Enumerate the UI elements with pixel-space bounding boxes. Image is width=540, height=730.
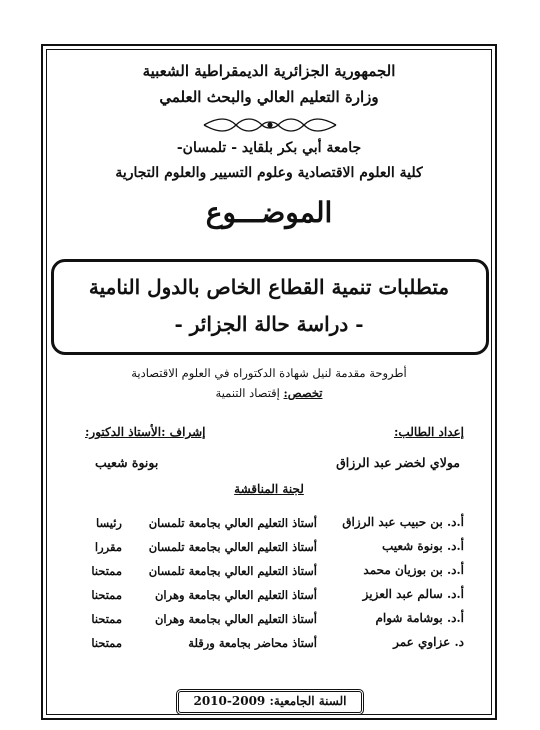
member-role: مقررا	[94, 540, 122, 554]
member-name: د. عزاوي عمر	[393, 635, 464, 649]
thesis-title: متطلبات تنمية القطاع الخاص بالدول النامية	[88, 275, 450, 299]
supervisor-label: إشراف :الأستاذ الدكتور:	[85, 425, 206, 439]
subject-heading: الموضـــوع	[205, 196, 333, 229]
member-name: أ.د. بن حبيب عبد الرزاق	[342, 515, 464, 529]
student-label: إعداد الطالب:	[393, 425, 464, 439]
specialty-value: إقتصاد التنمية	[215, 386, 280, 400]
ornament-divider-icon	[200, 113, 340, 137]
member-position: أستاذ التعليم العالي بجامعة تلمسان	[148, 540, 317, 554]
member-position: أستاذ التعليم العالي بجامعة وهران	[154, 612, 317, 626]
member-position: أستاذ التعليم العالي بجامعة تلمسان	[148, 564, 317, 578]
member-role: ممتحنا	[91, 588, 122, 602]
member-position: أستاذ محاضر بجامعة ورقلة	[188, 636, 317, 650]
specialty-label: تخصص:	[283, 386, 323, 400]
thesis-description: أطروحة مقدمة لنيل شهادة الدكتوراه في العلوم الاقتصادية	[131, 366, 407, 380]
member-name: أ.د. بوشامة شوام	[375, 611, 464, 625]
academic-year	[176, 694, 364, 708]
committee-title: لجنة المناقشة	[234, 482, 304, 496]
supervisor-name: بونوة شعيب	[95, 455, 159, 470]
thesis-subtitle: - دراسة حالة الجزائر -	[174, 312, 364, 336]
member-role: رئيسا	[96, 516, 122, 530]
member-role: ممتحنا	[91, 564, 122, 578]
member-name: أ.د. بونوة شعيب	[381, 539, 464, 553]
student-name: مولاي لخضر عبد الرزاق	[336, 455, 460, 470]
member-name: أ.د. سالم عبد العزيز	[362, 587, 464, 601]
republic-heading: الجمهورية الجزائرية الديمقراطية الشعبية	[142, 62, 396, 80]
university-name: جامعة أبي بكر بلقايد - تلمسان-	[176, 140, 362, 156]
specialty-line	[50, 386, 488, 400]
faculty-name: كلية العلوم الاقتصادية وعلوم التسيير والعلوم التجارية	[115, 165, 423, 181]
academic-year-label: السنة الجامعية:	[269, 694, 347, 708]
member-role: ممتحنا	[91, 636, 122, 650]
ministry-heading: وزارة التعليم العالي والبحث العلمي	[159, 88, 379, 106]
thesis-title-box	[51, 259, 489, 355]
member-position: أستاذ التعليم العالي بجامعة وهران	[154, 588, 317, 602]
academic-year-value: 2009-2010	[193, 694, 266, 708]
member-position: أستاذ التعليم العالي بجامعة تلمسان	[148, 516, 317, 530]
member-name: أ.د. بن بوزيان محمد	[363, 563, 464, 577]
member-role: ممتحنا	[91, 612, 122, 626]
